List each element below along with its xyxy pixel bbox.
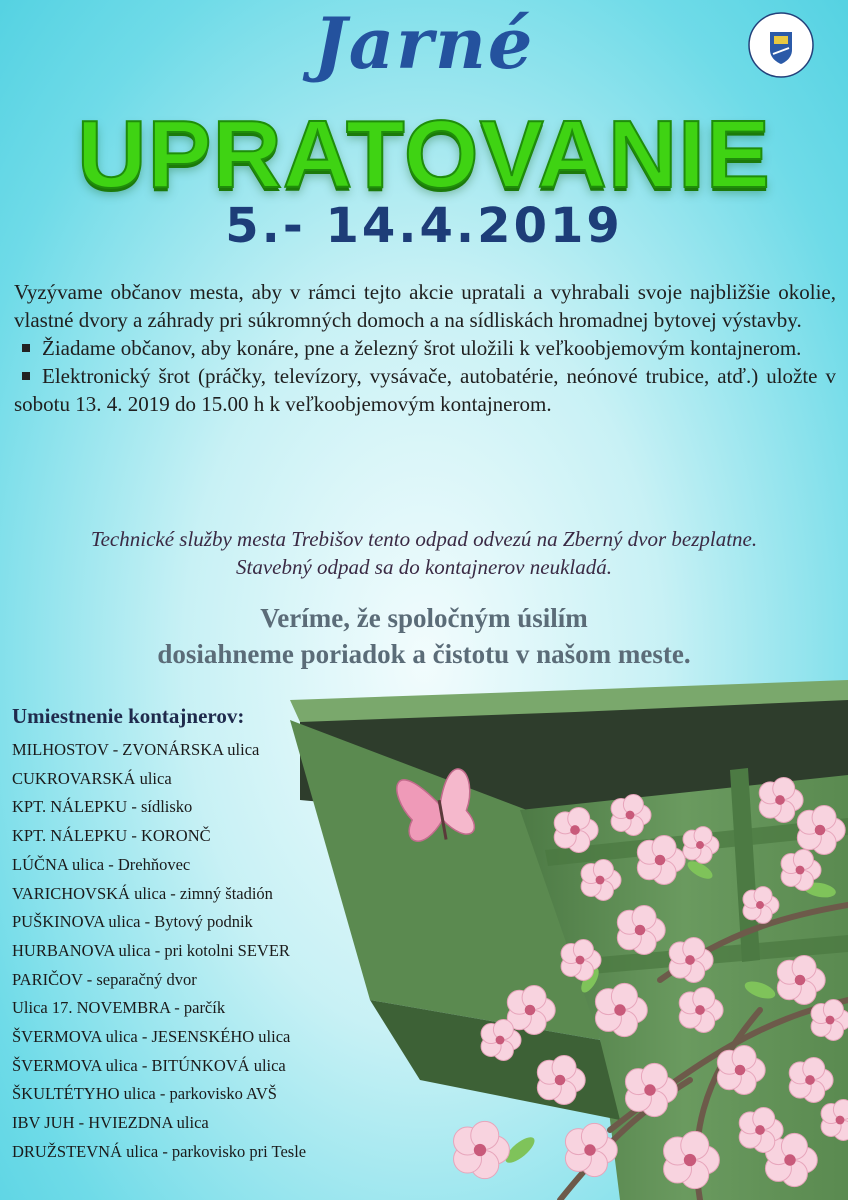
blossom-flower-icon — [554, 807, 598, 852]
blossom-flower-icon — [789, 1057, 833, 1102]
locations-title: Umiestnenie kontajnerov: — [12, 704, 245, 728]
blossom-flower-icon — [617, 905, 665, 954]
blossom-flower-icon — [821, 1100, 848, 1141]
butterfly-icon — [395, 767, 478, 846]
intro-text — [14, 278, 836, 418]
blossom-flower-icon — [507, 985, 555, 1034]
blossom-flower-icon — [595, 983, 647, 1036]
intro-bullet-1 — [14, 334, 836, 362]
blossom-flower-icon — [777, 955, 825, 1004]
location-item: MILHOSTOV - ZVONÁRSKA ulica — [12, 740, 260, 759]
blossom-flower-icon — [683, 827, 719, 864]
blossom-flower-icon — [581, 860, 621, 901]
location-item: ŠVERMOVA ulica - JESENSKÉHO ulica — [12, 1027, 291, 1047]
motto — [0, 600, 848, 672]
location-item: Ulica 17. NOVEMBRA - parčík — [12, 998, 226, 1018]
event-date: 5.- 14.4.2019 — [225, 198, 623, 254]
blossom-flower-icon — [797, 805, 845, 854]
motto-line-1: Veríme, že spoločným úsilím — [260, 603, 588, 633]
blossom-flower-icon — [781, 850, 821, 891]
blossom-flower-icon — [625, 1063, 677, 1116]
waste-container-icon — [290, 680, 848, 1200]
transport-note — [0, 525, 848, 581]
blossom-flower-icon — [664, 1131, 720, 1188]
title-script: Jarné — [313, 2, 535, 85]
location-item: VARICHOVSKÁ ulica - zimný štadión — [12, 883, 273, 903]
blossom-flower-icon — [454, 1121, 510, 1178]
intro-bullet-2 — [14, 362, 836, 418]
blossom-flower-icon — [669, 937, 713, 982]
intro-paragraph: Vyzývame občanov mesta, aby v rámci tejto akcie upratali a vyhrabali svoje najbližšie okolie, vlastné dvory a záhrady pri súkromných domoch a na sídliskách hromadnej bytovej výstavby. — [14, 280, 836, 332]
location-item: KPT. NÁLEPKU - KORONČ — [12, 826, 211, 846]
blossom-flower-icon — [565, 1123, 617, 1176]
location-item: PARIČOV - separačný dvor — [12, 969, 197, 989]
blossom-flower-icon — [481, 1020, 521, 1061]
city-logo-icon — [746, 10, 816, 80]
location-item: CUKROVARSKÁ ulica — [12, 768, 172, 788]
blossom-flower-icon — [811, 1000, 848, 1041]
title-main: UPRATOVANIE — [77, 101, 771, 208]
bullet-1-text: Žiadame občanov, aby konáre, pne a železný šrot uložili k veľkoobjemovým kontajnerom. — [42, 336, 802, 360]
locations-list — [12, 736, 306, 1167]
location-item: DRUŽSTEVNÁ ulica - parkovisko pri Tesle — [12, 1141, 307, 1161]
note-line-2: Stavebný odpad sa do kontajnerov neukladá. — [236, 555, 612, 579]
location-item: LÚČNA ulica - Drehňovec — [12, 854, 191, 874]
blossom-flower-icon — [765, 1133, 817, 1186]
blossom-flower-icon — [743, 887, 779, 924]
note-line-1: Technické služby mesta Trebišov tento odpad odvezú na Zberný dvor bezplatne. — [90, 527, 758, 551]
location-item: ŠVERMOVA ulica - BITÚNKOVÁ ulica — [12, 1055, 286, 1075]
location-item: ŠKULTÉTYHO ulica - parkovisko AVŠ — [12, 1084, 277, 1104]
location-item: KPT. NÁLEPKU - sídlisko — [12, 797, 193, 817]
blossom-flower-icon — [679, 987, 723, 1032]
location-item: IBV JUH - HVIEZDNA ulica — [12, 1113, 209, 1133]
bullet-icon — [22, 372, 30, 380]
blossom-flower-icon — [561, 940, 601, 981]
blossom-flower-icon — [717, 1045, 765, 1094]
cherry-blossoms-icon — [454, 777, 848, 1188]
bullet-icon — [22, 344, 30, 352]
blossom-flower-icon — [739, 1107, 783, 1152]
bullet-2-text: Elektronický šrot (práčky, televízory, vysávače, autobatérie, neónové trubice, atď.) uložte v sobotu 13. 4. 2019 do 15.00 h k veľkoobjemovým kontajnerom. — [14, 364, 836, 416]
leaves-icon — [502, 858, 837, 1167]
location-item: HURBANOVA ulica - pri kotolni SEVER — [12, 940, 290, 960]
location-item: PUŠKINOVA ulica - Bytový podnik — [12, 912, 253, 932]
blossom-flower-icon — [537, 1055, 585, 1104]
blossom-flower-icon — [637, 835, 685, 884]
blossom-flower-icon — [611, 795, 651, 836]
motto-line-2: dosiahneme poriadok a čistotu v našom meste. — [157, 639, 691, 669]
branch-icon — [560, 905, 848, 1200]
blossom-flower-icon — [759, 777, 803, 822]
